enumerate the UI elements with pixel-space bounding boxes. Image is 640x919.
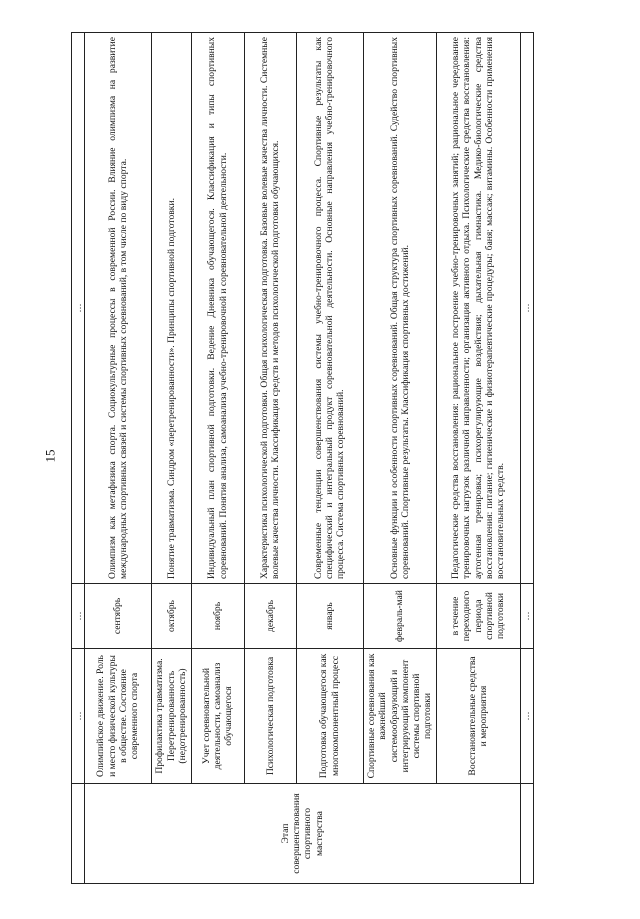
ellipsis-row-top: [72, 33, 85, 884]
topic-cell: Подготовка обучающегося как многокомпонентный процесс: [296, 649, 363, 784]
topic-cell: Учет соревновательной деятельности, самоанализ обучающегося: [192, 649, 244, 784]
topic-cell: Олимпийское движение. Роль и место физической культуры в обществе. Состояние современного спорта: [85, 649, 152, 784]
ellipsis-cell: …: [520, 649, 533, 784]
topic-cell: Восстановительные средства и мероприятия: [437, 649, 521, 784]
ellipsis-cell: [520, 784, 533, 884]
content-cell: Индивидуальный план спортивной подготовки. Ведение Дневника обучающегося. Классификация и типы спортивных соревнований. Понятия анализа, самоанализа учебно-тренировочной и соревновательной деятельности.: [192, 33, 244, 584]
ellipsis-row-bottom: [520, 33, 533, 884]
content-cell: Характеристика психологической подготовки. Общая психологическая подготовка. Базовые волевые качества личности. Системные волевые качества личности. Классификация средств и методов психологической подготовки обучающихся.: [244, 33, 296, 584]
period-cell: ноябрь: [192, 584, 244, 649]
table-row: [244, 33, 296, 884]
period-cell: январь: [296, 584, 363, 649]
topic-cell: Психологическая подготовка: [244, 649, 296, 784]
content-cell: Понятие травматизма. Синдром «перетренированности». Принципы спортивной подготовки.: [151, 33, 191, 584]
period-cell: февраль-май: [363, 584, 437, 649]
period-cell: сентябрь: [85, 584, 152, 649]
period-cell: декабрь: [244, 584, 296, 649]
content-cell: Основные функции и особенности спортивных соревнований. Общая структура спортивных соревнований. Судейство спортивных соревнований. Спортивные результаты. Классификация спортивных достижений.: [363, 33, 437, 584]
table-row: [296, 33, 363, 884]
table-row: [437, 33, 521, 884]
ellipsis-cell: …: [520, 33, 533, 584]
curriculum-table: [71, 32, 534, 884]
rotated-table: [71, 33, 534, 884]
ellipsis-cell: …: [72, 649, 85, 784]
topic-cell: Спортивные соревнования как важнейший системообразующий и интегрирующий компонент системы спортивной подготовки: [363, 649, 437, 784]
period-cell: в течение переходного периода спортивной подготовки: [437, 584, 521, 649]
stage-cell: Этап совершенствования спортивного мастерства: [85, 784, 521, 884]
table-row: [151, 33, 191, 884]
ellipsis-cell: …: [72, 584, 85, 649]
content-cell: Современные тенденции совершенствования системы учебно-тренировочного процесса. Спортивные результаты как специфический и интегральный продукт соревновательной деятельности. Основные направления учебно-тренировочного процесса. Система спортивных соревнований.: [296, 33, 363, 584]
ellipsis-cell: …: [72, 33, 85, 584]
ellipsis-cell: [72, 784, 85, 884]
period-cell: октябрь: [151, 584, 191, 649]
content-cell: Педагогические средства восстановления: рациональное построение учебно-тренировочных занятий; рациональное чередование тренировочных нагрузок различной направленности; организация активного отдыха. Психологические средства восстановления: аутогенная тренировка; психорегулирующие воздействия; дыхательная гимнастика. Медико-биологические средства восстановления: питание; гигиенические и физиотерапевтические процедуры; баня; массаж; витамины. Особенности применения восстановительных средств.: [437, 33, 521, 584]
page-number: 15: [42, 449, 58, 463]
ellipsis-cell: …: [520, 584, 533, 649]
table-row: [85, 33, 152, 884]
table-row: [363, 33, 437, 884]
content-cell: Олимпизм как метафизика спорта. Социокультурные процессы в современной России. Влияние олимпизма на развитие международных спортивных связей и системы спортивных соревнований, в том числе по виду спорта.: [85, 33, 152, 584]
table-row: [192, 33, 244, 884]
topic-cell: Профилактика травматизма. Перетренированность (недотренированность): [151, 649, 191, 784]
